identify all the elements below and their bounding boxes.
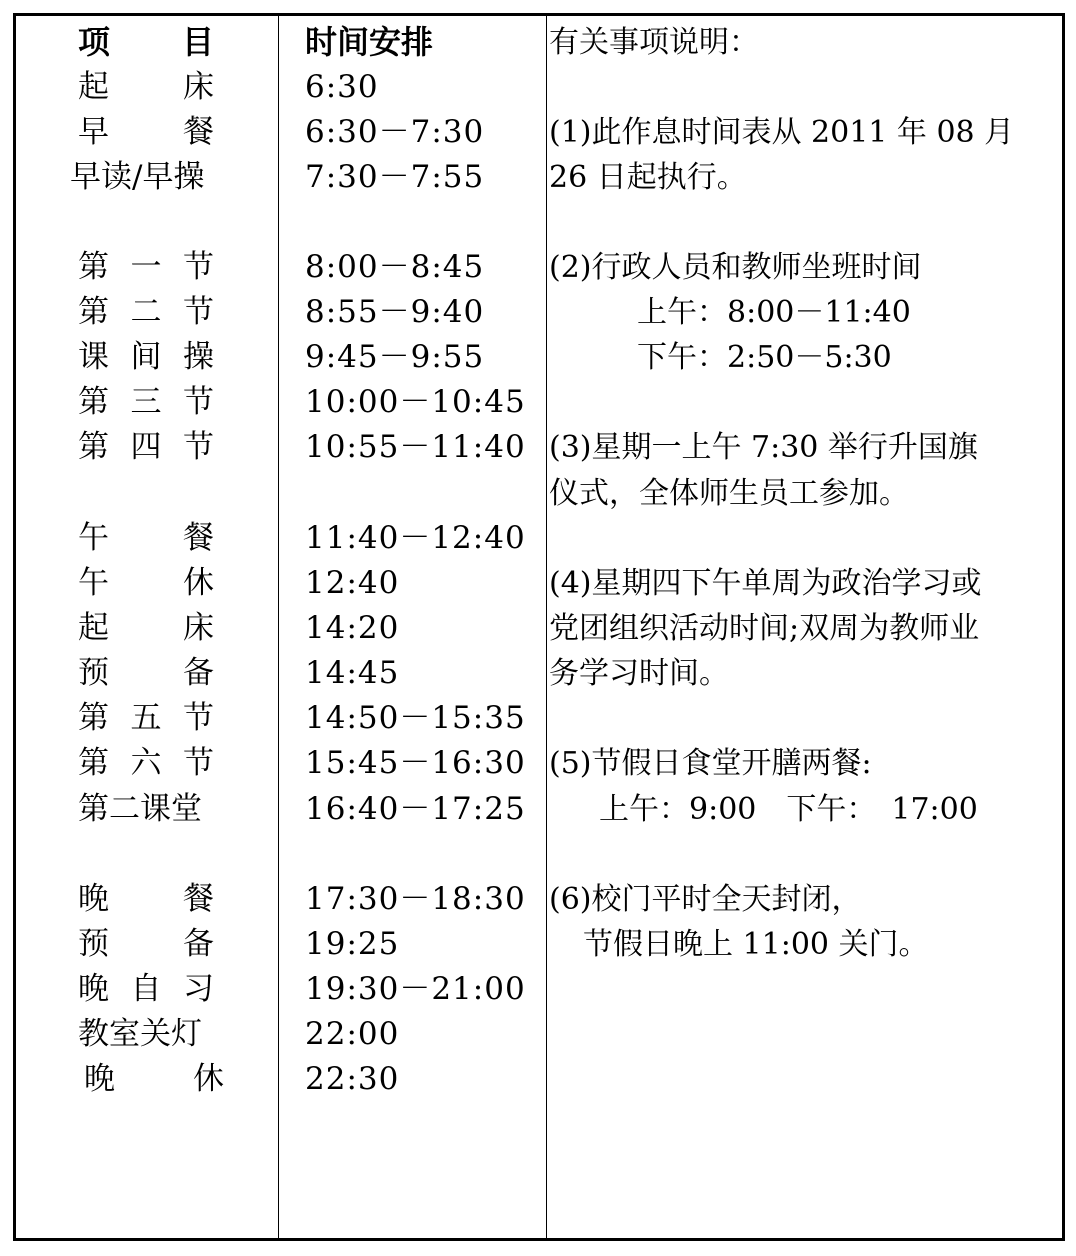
item-cell: 晚 休 <box>84 1061 224 1097</box>
time-cell: 14:50－15:35 <box>305 700 526 736</box>
time-cell: 12:40 <box>305 565 400 601</box>
item-header-left: 项 <box>78 23 111 61</box>
time-cell: 11:40－12:40 <box>305 520 526 556</box>
item-cell: 午 餐 <box>78 520 214 556</box>
item-cell: 第 二 节 <box>78 294 214 330</box>
note-line: 上午：9:00 下午： 17:00 <box>599 792 978 827</box>
time-cell: 14:20 <box>305 610 400 646</box>
item-cell: 第 六 节 <box>78 745 214 781</box>
note-line: 仪式，全体师生员工参加。 <box>549 476 909 511</box>
time-cell: 7:30－7:55 <box>305 159 485 195</box>
time-cell: 19:25 <box>305 926 400 962</box>
time-cell: 10:00－10:45 <box>305 384 526 420</box>
item-cell: 起 床 <box>78 69 214 105</box>
item-column <box>16 16 276 1238</box>
time-cell: 8:55－9:40 <box>305 294 485 330</box>
note-line: 党团组织活动时间;双周为教师业 <box>549 611 980 646</box>
item-cell: 课 间 操 <box>78 339 214 375</box>
notes-header: 有关事项说明： <box>549 25 759 60</box>
note-line: (4)星期四下午单周为政治学习或 <box>549 566 982 601</box>
time-header: 时间安排 <box>305 23 434 61</box>
time-cell: 19:30－21:00 <box>305 971 526 1007</box>
item-cell: 晚 自 习 <box>78 971 214 1007</box>
note-line: 26 日起执行。 <box>549 160 747 195</box>
note-line: 务学习时间。 <box>549 656 729 691</box>
time-cell: 22:30 <box>305 1061 400 1097</box>
time-cell: 22:00 <box>305 1016 400 1052</box>
item-cell: 第 一 节 <box>78 249 214 285</box>
time-cell: 15:45－16:30 <box>305 745 526 781</box>
time-cell: 14:45 <box>305 655 400 691</box>
note-line: 节假日晚上 11:00 关门。 <box>583 927 929 962</box>
item-header-right: 目 <box>181 23 214 61</box>
item-cell: 第 三 节 <box>78 384 214 420</box>
time-cell: 9:45－9:55 <box>305 339 485 375</box>
notes-column <box>546 16 1063 1238</box>
item-cell: 第 四 节 <box>78 429 214 465</box>
item-cell: 教室关灯 <box>78 1016 202 1052</box>
time-cell: 17:30－18:30 <box>305 881 526 917</box>
note-line: (6)校门平时全天封闭， <box>549 882 862 917</box>
note-line: 下午：2:50－5:30 <box>637 340 892 375</box>
note-line: (1)此作息时间表从 2011 年 08 月 <box>549 115 1015 150</box>
note-line: 上午：8:00－11:40 <box>637 295 911 330</box>
item-cell: 第二课堂 <box>78 791 202 827</box>
item-cell: 第 五 节 <box>78 700 214 736</box>
note-line: (5)节假日食堂开膳两餐: <box>549 746 872 781</box>
time-cell: 16:40－17:25 <box>305 791 526 827</box>
note-line: (2)行政人员和教师坐班时间 <box>549 250 922 285</box>
time-cell: 8:00－8:45 <box>305 249 485 285</box>
item-cell: 早 餐 <box>78 114 214 150</box>
time-cell: 6:30 <box>305 69 379 105</box>
item-cell: 晚 餐 <box>78 881 214 917</box>
item-header <box>78 20 214 65</box>
note-line: (3)星期一上午 7:30 举行升国旗 <box>549 430 978 465</box>
schedule-table <box>13 13 1065 1241</box>
time-column <box>278 16 546 1238</box>
item-cell: 预 备 <box>78 655 214 691</box>
item-cell: 预 备 <box>78 926 214 962</box>
item-cell: 午 休 <box>78 565 214 601</box>
item-cell: 早读/早操 <box>70 159 205 195</box>
time-cell: 10:55－11:40 <box>305 429 526 465</box>
time-cell: 6:30－7:30 <box>305 114 485 150</box>
item-cell: 起 床 <box>78 610 214 646</box>
